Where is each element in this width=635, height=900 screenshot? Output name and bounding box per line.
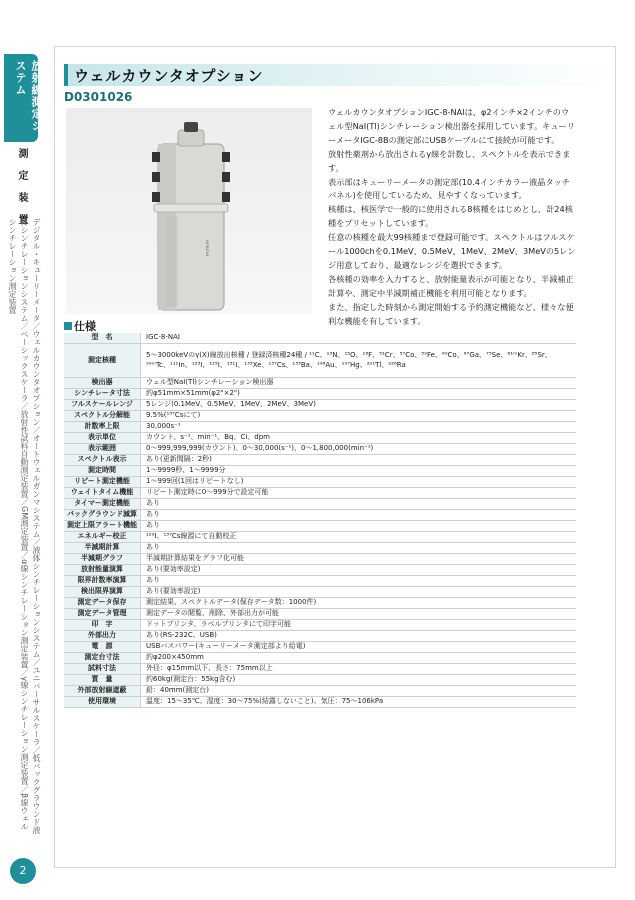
spec-value: 約φ51mm×51mm(φ2"×2") (141, 389, 577, 400)
spec-label: 検出器 (64, 378, 141, 389)
section-tab (4, 54, 43, 142)
spec-label: 使用環境 (64, 697, 141, 708)
table-row (64, 532, 576, 543)
page-number: 2 (10, 858, 36, 884)
product-index-list: デジタル・キューリーメータ／ウェルカウンタオプション／オートウェルガンマシステム／液体シンチレーションシステム／ユニバーサルスケーラ／低バックグラウンド液体シンチレーションシステム／ベーシックスケーラ／放射性試料自動測定装置／GM測定装置／α線シンチレーション測定装置／γ線シンチレーション測定装置／β線ウェルシンチレーション測定装置 (8, 218, 41, 834)
square-bullet-icon (64, 322, 72, 330)
sidebar (0, 0, 46, 900)
spec-label: 印 字 (64, 620, 141, 631)
spec-value: 外径：φ15mm以下、長さ：75mm以上 (141, 664, 577, 675)
table-row (64, 565, 576, 576)
spec-value: 5～3000keVのγ(X)線放出核種 / 登録済核種24種 / ¹¹C、¹³N、¹⁵O、¹⁸F、⁵¹Cr、⁵⁷Co、⁵⁹Fe、⁶⁰Co、⁶⁷Ga、⁷⁵Se、⁸¹ᵐKr、⁸⁵Sr、⁹⁹ᵐTc、¹¹¹In、¹²³I、¹²⁵I、¹³¹I、¹³³Xe、¹³⁷Cs、¹³³Ba、¹⁹⁸Au、¹⁹⁷Hg、²⁰¹Tl、²²⁶Ra (141, 344, 577, 378)
description (328, 106, 576, 329)
spec-value: ウェル型NaI(Tl)シンチレーション検出器 (141, 378, 577, 389)
spec-heading (64, 318, 96, 334)
spec-label: リピート測定機能 (64, 477, 141, 488)
table-row (64, 488, 576, 499)
spec-value: 鉛：40mm(測定台) (141, 686, 577, 697)
title-bar (64, 64, 608, 86)
table-row (64, 477, 576, 488)
spec-value: リピート測定時に0～999分で設定可能 (141, 488, 577, 499)
spec-label: フルスケールレンジ (64, 400, 141, 411)
spec-label: 測定データ管理 (64, 609, 141, 620)
spec-label: スペクトル表示 (64, 455, 141, 466)
spec-label: 検出限界演算 (64, 587, 141, 598)
spec-value: あり(更新間隔：2秒) (141, 455, 577, 466)
spec-value: あり (141, 576, 577, 587)
spec-label: タイマー測定機能 (64, 499, 141, 510)
spec-label: バックグラウンド減算 (64, 510, 141, 521)
spec-value: 半減期計算結果をグラフ化可能 (141, 554, 577, 565)
spec-value: IGC-8-NAI (141, 333, 577, 344)
table-row (64, 466, 576, 477)
product-photo (66, 108, 312, 314)
table-row (64, 333, 576, 344)
table-row (64, 631, 576, 642)
table-row (64, 510, 576, 521)
spec-value: USBバスパワー(キューリーメータ測定部より給電) (141, 642, 577, 653)
description-paragraph: 表示部はキューリーメータの測定部(10.4インチカラー液晶タッチパネル)を使用しているため、見やすくなっています。 (328, 176, 570, 201)
section-label: 放射線測定システム (14, 60, 43, 132)
spec-label: 電 源 (64, 642, 141, 653)
description-paragraph: また、指定した時刻から測定開始する予約測定機能など、様々な便利な機能を有しています。 (328, 301, 574, 326)
spec-value: 0～999,999,999(カウント)、0～30,000(s⁻¹)、0～1,800,000(min⁻¹) (141, 444, 577, 455)
spec-label: 試料寸法 (64, 664, 141, 675)
table-row (64, 620, 576, 631)
brand-label: HITACHI (205, 240, 210, 256)
product-code: D0301026 (64, 90, 133, 104)
table-row (64, 598, 576, 609)
table-row (64, 455, 576, 466)
spec-value: 約φ200×450mm (141, 653, 577, 664)
table-row (64, 521, 576, 532)
spec-label: 計数率上限 (64, 422, 141, 433)
spec-value: ¹²⁹I、¹³⁷Cs線源にて自動校正 (141, 532, 577, 543)
spec-value: あり (141, 499, 577, 510)
spec-value: カウント、s⁻¹、min⁻¹、Bq、Ci、dpm (141, 433, 577, 444)
spec-label: 測定データ保存 (64, 598, 141, 609)
table-row (64, 697, 576, 708)
spec-table (64, 333, 576, 708)
table-row (64, 642, 576, 653)
description-paragraph: ウェルカウンタオプションIGC-8-NAIは、φ2インチ×2インチのウェル型NaI(Tl)シンチレーション検出器を採用しています。キューリーメータIGC-8Bの測定部にUSBケーブルにて接続が可能です。 (328, 107, 575, 145)
spec-value: 約60kg(測定台：55kg含む) (141, 675, 577, 686)
table-row (64, 378, 576, 389)
spec-value: あり (141, 510, 577, 521)
spec-label: 限界計数率演算 (64, 576, 141, 587)
spec-value: あり(要効率設定) (141, 587, 577, 598)
table-row (64, 389, 576, 400)
description-paragraph: 核種は、核医学で一般的に使用される8核種をはじめとし、計24核種をプリセットしています。 (328, 204, 573, 229)
spec-value: あり (141, 521, 577, 532)
spec-label: スペクトル分解能 (64, 411, 141, 422)
spec-label: 測定核種 (64, 344, 141, 378)
spec-value: 温度：15～35℃、湿度：30～75%(結露しないこと)、気圧：75～106kPa (141, 697, 577, 708)
spec-value: 30,000s⁻¹ (141, 422, 577, 433)
spec-label: 測定台寸法 (64, 653, 141, 664)
spec-label: シンチレータ寸法 (64, 389, 141, 400)
spec-label: エネルギー校正 (64, 532, 141, 543)
table-row (64, 499, 576, 510)
table-row (64, 400, 576, 411)
spec-label: 質 量 (64, 675, 141, 686)
spec-value: あり (141, 543, 577, 554)
table-row (64, 422, 576, 433)
spec-label: 外部出力 (64, 631, 141, 642)
spec-value: あり(RS-232C、USB) (141, 631, 577, 642)
spec-label: 表示範囲 (64, 444, 141, 455)
table-row (64, 653, 576, 664)
subsection-label: 測定装置 (16, 148, 27, 236)
spec-value: 9.5%(¹³⁷Csにて) (141, 411, 577, 422)
description-paragraph: 各核種の効率を入力すると、放射能量表示が可能となり、半減補正計算や、測定中半減期補正機能を利用可能となります。 (328, 273, 574, 298)
table-row (64, 686, 576, 697)
spec-label: ウェイトタイム機能 (64, 488, 141, 499)
table-row (64, 587, 576, 598)
table-row (64, 609, 576, 620)
spec-label: 表示単位 (64, 433, 141, 444)
spec-value: 5レンジ(0.1MeV、0.5MeV、1MeV、2MeV、3MeV) (141, 400, 577, 411)
spec-label: 外部放射線遮蔽 (64, 686, 141, 697)
spec-label: 放射能量演算 (64, 565, 141, 576)
well-counter-illustration (66, 108, 312, 314)
spec-label: 測定上限アラート機能 (64, 521, 141, 532)
spec-value: 1～999回(1回はリピートなし) (141, 477, 577, 488)
spec-label: 型 名 (64, 333, 141, 344)
table-row (64, 576, 576, 587)
spec-value: あり(要効率設定) (141, 565, 577, 576)
table-row (64, 664, 576, 675)
table-row (64, 675, 576, 686)
spec-value: 測定結果、スペクトルデータ(保存データ数：1000件) (141, 598, 577, 609)
description-paragraph: 任意の核種を最大99核種まで登録可能です。スペクトルはフルスケール1000chを0.1MeV、0.5MeV、1MeV、2MeV、3MeVの5レンジ用意しており、最適なレンジを選択できます。 (328, 232, 576, 270)
spec-label: 半減期計算 (64, 543, 141, 554)
spec-value: ドットプリンタ、ラベルプリンタにて印字可能 (141, 620, 577, 631)
spec-heading-text: 仕様 (74, 320, 96, 333)
table-row (64, 543, 576, 554)
description-paragraph: 放射性薬剤から放出されるγ線を計数し、スペクトルを表示できます。 (328, 148, 571, 173)
page-title: ウェルカウンタオプション (74, 67, 264, 85)
table-row (64, 411, 576, 422)
spec-value: 1～9999秒、1～9999分 (141, 466, 577, 477)
table-row (64, 344, 576, 378)
spec-label: 測定時間 (64, 466, 141, 477)
table-row (64, 444, 576, 455)
table-row (64, 554, 576, 565)
spec-value: 測定データの閲覧、削除、外部出力が可能 (141, 609, 577, 620)
spec-label: 半減期グラフ (64, 554, 141, 565)
table-row (64, 433, 576, 444)
